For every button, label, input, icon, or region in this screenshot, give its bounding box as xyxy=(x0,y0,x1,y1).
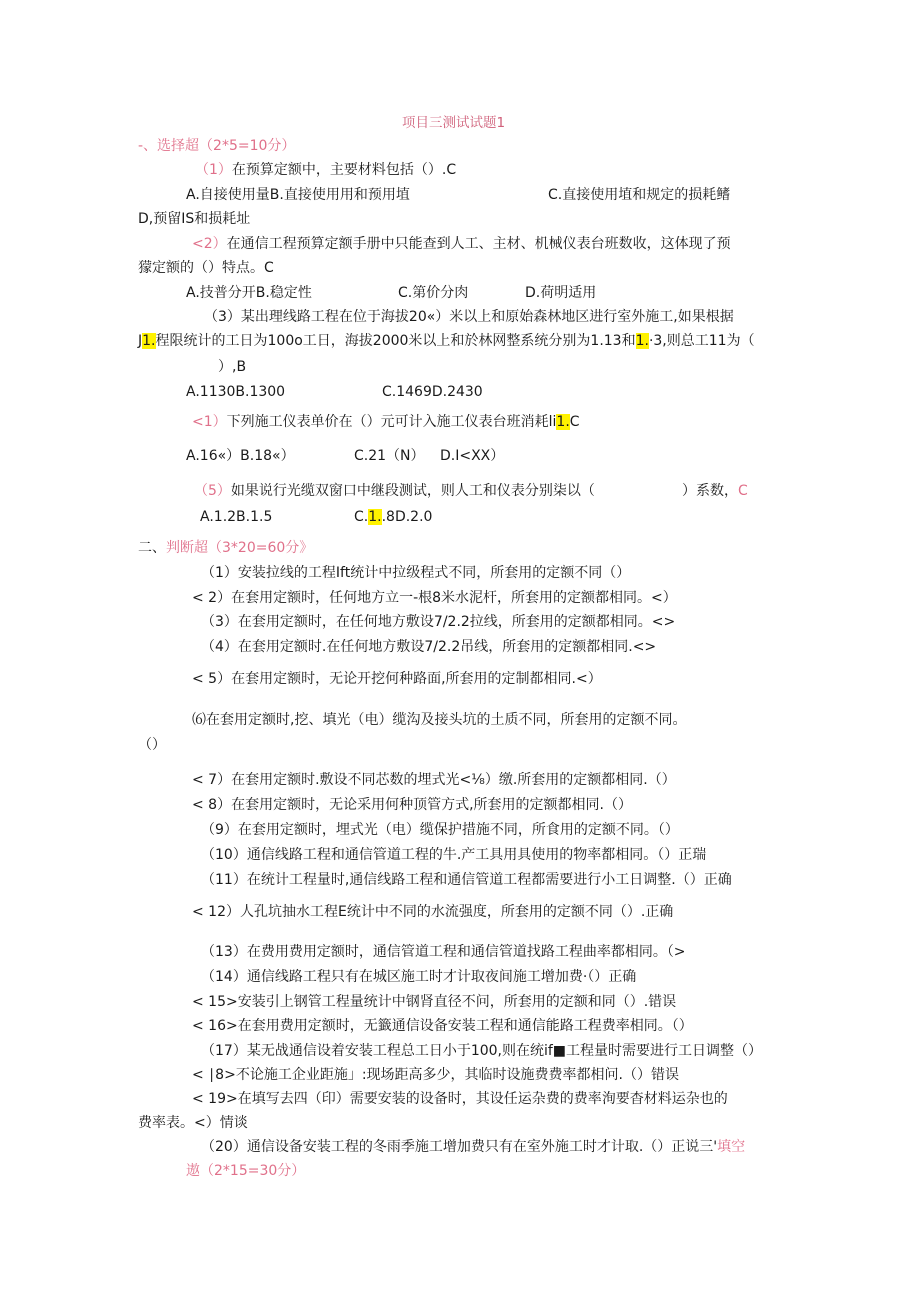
judge-item-20 xyxy=(201,1137,745,1157)
question-4-answer: C xyxy=(569,414,580,430)
question-5-stem: 如果说行光缆双窗口中继段测试，则人工和仪表分别柒以（ xyxy=(230,483,595,499)
question-2-option-c: C.第价分肉 xyxy=(398,285,469,301)
question-2-number: <2） xyxy=(192,236,227,252)
judge-item: （10）通信线路工程和通信管道工程的牛.产工具用具使用的物率都相同。（）正瑞 xyxy=(201,847,707,863)
question-4-stem: 下列施工仪表单价在（）元可计入施工仪表台班消耗li xyxy=(226,414,557,430)
highlight-mark: 1. xyxy=(368,509,382,525)
judge-item: < 2）在套用定额时，任何地方立一-根8米水泥杆，所套用的定额都相同。<） xyxy=(192,590,677,606)
question-2 xyxy=(192,234,731,254)
question-5-text: ）系数， xyxy=(682,483,738,499)
highlight-mark: 1. xyxy=(556,414,570,430)
section-1-heading: -、选择超（2*5=10分） xyxy=(138,138,296,154)
judge-item: （11）在统计工程量时,通信线路工程和通信管道工程都需要进行小工日调整.（）正确 xyxy=(201,872,732,888)
highlight-mark: 1. xyxy=(142,333,156,349)
judge-item: < 7）在套用定额时.敷设不同芯数的埋式光<⅛）缴.所套用的定额都相同.（） xyxy=(192,772,676,788)
question-4-option-c: C.21（N） xyxy=(354,448,425,464)
question-3-line-2 xyxy=(138,331,755,351)
page-title: 项目三测试试题1 xyxy=(402,115,506,131)
section-2-prefix: 二、 xyxy=(138,540,166,556)
question-3-option-ab: A.1130B.1300 xyxy=(186,384,286,400)
question-3-text-b: 程限统计的工日为100o工日，海拔2000米以上和於林网整系统分别为1.13和 xyxy=(155,333,636,349)
question-2-option-ab: A.技普分开B.稳定性 xyxy=(186,285,312,301)
judge-item: （） xyxy=(138,737,166,753)
judge-item: （14）通信线路工程只有在城区施工时才计取夜间施工增加费·（）正确 xyxy=(201,969,637,985)
question-5-number: （5） xyxy=(194,483,231,499)
highlight-mark: 1. xyxy=(635,333,649,349)
question-3-option-cd: C.1469D.2430 xyxy=(382,384,483,400)
question-3-line-1: （3）某出理线路工程在位于海拔20«）米以上和原始森林地区进行室外施工,如果根据 xyxy=(204,309,734,325)
judge-item: < 12）人孔坑抽水工程E统计中不同的水流强度，所套用的定额不同（）.正确 xyxy=(192,904,674,920)
judge-item: （17）某无战通信设着安装工程总工日小于100,则在统if■工程量时需要进行工日调整（） xyxy=(201,1043,763,1059)
question-3-line-3: ）,B xyxy=(218,359,247,375)
judge-item: < 8）在套用定额时，无论采用何种顶管方式,所套用的定额都相同.（） xyxy=(192,797,632,813)
section-2-heading xyxy=(138,538,313,558)
judge-item-20-text: （20）通信设备安装工程的冬雨季施工增加费只有在室外施工时才计取.（）正说三' xyxy=(201,1139,718,1155)
question-5-option-cd xyxy=(354,507,432,527)
section-3-prefix: 遨 xyxy=(186,1163,200,1179)
question-2-stem-continued: 獴定额的（）特点。C xyxy=(138,260,274,276)
question-2-stem: 在通信工程预算定额手册中只能查到人工、主材、机械仪表台班数收，这体现了预 xyxy=(226,236,731,252)
judge-item: （4）在套用定额时.在任何地方敷设7/2.2吊线，所套用的定额都相同.<> xyxy=(201,639,657,655)
question-4-option-ab: A.16«）B.18«） xyxy=(186,448,295,464)
judge-item: ⑹在套用定额时,挖、填光（电）缆沟及接头坑的土质不同，所套用的定额不同。 xyxy=(192,712,687,728)
section-3-heading-part: 填空 xyxy=(717,1139,746,1155)
question-1-option-d: D,预留IS和损耗址 xyxy=(138,211,251,227)
question-5-option-ab: A.1.2B.1.5 xyxy=(200,509,273,525)
judge-item: （3）在套用定额时，在任何地方敷设7/2.2拉线，所套用的定额都相同。<> xyxy=(201,614,676,630)
judge-item: < 5）在套用定额时，无论开挖何种路面,所套用的定制都相同.<） xyxy=(192,671,602,687)
question-1 xyxy=(195,160,456,180)
option-text: .8D.2.0 xyxy=(381,509,433,525)
option-text: C. xyxy=(354,509,369,525)
judge-item: （1）安装拉线的工程Ift统计中拉级程式不同，所套用的定额不同（） xyxy=(201,565,631,581)
question-4 xyxy=(192,412,580,432)
question-1-number: （1） xyxy=(195,162,232,178)
question-1-stem: 在预算定额中，主要材料包括（）.C xyxy=(231,162,457,178)
section-2-label: 判断超（3*20=60分》 xyxy=(166,540,314,556)
question-1-option-ab: A.自接使用量B.直接使用用和预用埴 xyxy=(186,187,410,203)
section-3-heading xyxy=(186,1161,305,1181)
judge-item: < 15>安装引上钢管工程量统计中钢肾直径不问，所套用的定额和同（）.错误 xyxy=(192,994,677,1010)
judge-item: （9）在套用定额时，埋式光（电）缆保护措施不同，所食用的定额不同。（） xyxy=(201,822,679,838)
judge-item: 费率表。<）情谈 xyxy=(138,1115,248,1131)
question-4-option-d: D.I<XX） xyxy=(440,448,505,464)
judge-item: （13）在费用费用定额时，通信管道工程和通信管道找路工程曲率都相同。（> xyxy=(201,944,686,960)
judge-item: < ∣8>不论施工企业距施」:现场距高多少，其临时设施费费率都相问.（）错误 xyxy=(192,1067,679,1083)
question-4-number: <1） xyxy=(192,414,227,430)
judge-item: < 16>在套用费用定额时，无籤通信设备安装工程和通信能路工程费率相同。（） xyxy=(192,1018,693,1034)
question-1-option-c: C.直接使用埴和规定的损耗鳍 xyxy=(548,187,731,203)
question-5-stem-end xyxy=(682,481,748,501)
question-5-answer: C xyxy=(738,483,748,499)
question-2-option-d: D.荷明适用 xyxy=(525,285,597,301)
question-3-text-a: J xyxy=(138,333,143,349)
section-3-label: （2*15=30分） xyxy=(200,1163,306,1179)
judge-item: < 19>在填写去四（印）需要安装的设备时，其设任运杂费的费率洵要杳材料运杂也的 xyxy=(192,1091,728,1107)
question-5 xyxy=(194,481,595,501)
question-3-text-c: ·3,则总工11为（ xyxy=(648,333,755,349)
